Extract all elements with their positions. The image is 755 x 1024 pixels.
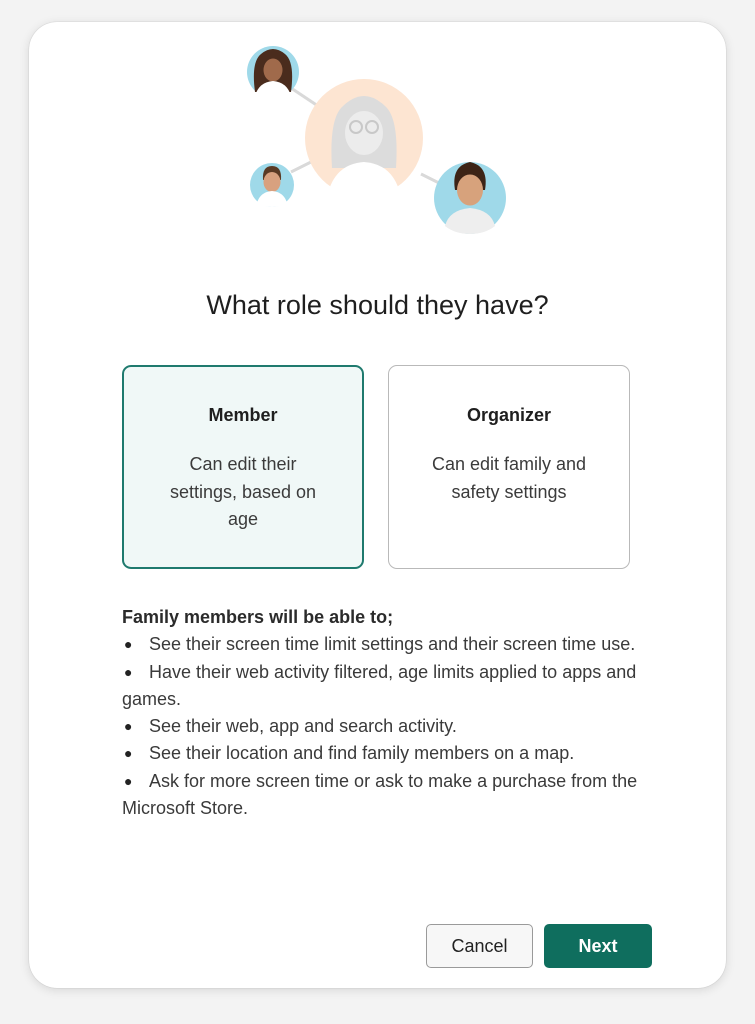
ability-item <box>122 631 642 658</box>
role-card-member[interactable] <box>122 365 364 569</box>
role-description-organizer: Can edit family and safety settings <box>431 454 587 502</box>
bullet-icon: ● <box>124 663 133 680</box>
ability-text: Ask for more screen time or ask to make a purchase from the Microsoft Store. <box>122 770 638 819</box>
family-member-abilities <box>122 604 642 822</box>
ability-text: See their screen time limit settings and their screen time use. <box>149 634 636 655</box>
ability-item <box>122 659 642 714</box>
dialog-heading: What role should they have? <box>206 290 549 320</box>
bullet-icon: ● <box>124 745 133 762</box>
ability-text: Have their web activity filtered, age limits applied to apps and games. <box>122 661 637 709</box>
center-avatar-icon <box>305 79 423 200</box>
role-card-organizer[interactable] <box>388 365 630 569</box>
bullet-icon: ● <box>124 718 133 735</box>
role-title-organizer: Organizer <box>466 405 552 425</box>
abilities-heading: Family members will be able to; <box>122 607 394 627</box>
next-button[interactable]: Next <box>544 924 652 968</box>
bullet-icon: ● <box>124 636 133 653</box>
ability-item <box>122 740 642 767</box>
ability-item <box>122 713 642 740</box>
woman-avatar-icon <box>247 46 299 100</box>
ability-text: See their location and find family members on a map. <box>149 743 575 764</box>
man-avatar-icon <box>434 162 506 234</box>
add-family-member-dialog <box>29 22 726 988</box>
role-description-member: Can edit their settings, based on age <box>169 454 317 529</box>
ability-list <box>122 631 642 822</box>
ability-item <box>122 768 642 823</box>
child-avatar-icon <box>250 163 294 207</box>
family-avatars-illustration <box>29 22 726 252</box>
role-title-member: Member <box>208 405 278 425</box>
bullet-icon: ● <box>124 772 133 789</box>
cancel-button[interactable]: Cancel <box>426 924 533 968</box>
ability-text: See their web, app and search activity. <box>149 716 457 737</box>
